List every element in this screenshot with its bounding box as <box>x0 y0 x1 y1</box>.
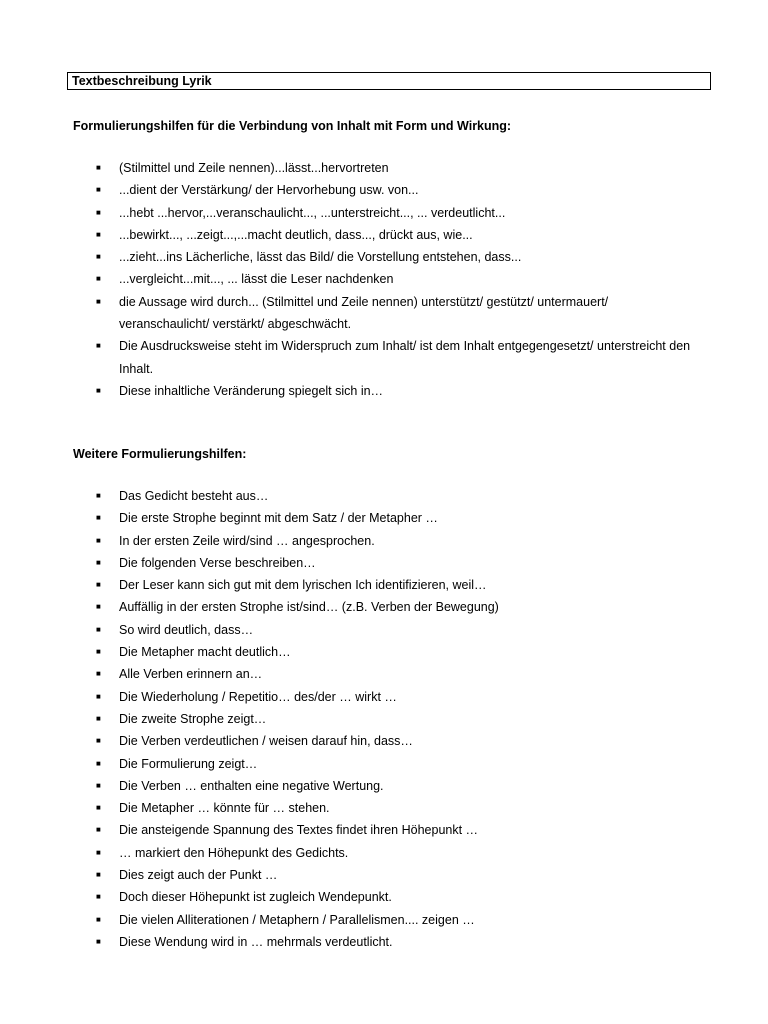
list-item-text: Die vielen Alliterationen / Metaphern / Parallelismen.... zeigen … <box>119 912 475 927</box>
list-item-text: ...zieht...ins Lächerliche, lässt das Bild/ die Vorstellung entstehen, dass... <box>119 250 522 265</box>
list-item <box>0 507 699 529</box>
list-item <box>0 619 699 641</box>
bullet-icon: ■ <box>96 936 101 946</box>
bullet-icon: ■ <box>96 825 101 835</box>
list-item-text: Die Wiederholung / Repetitio… des/der … wirkt … <box>119 689 397 704</box>
list-item <box>0 268 699 290</box>
bullet-icon: ■ <box>96 229 101 239</box>
formulierungshilfen-list <box>0 157 699 402</box>
bullet-icon: ■ <box>96 847 101 857</box>
list-item <box>0 886 699 908</box>
bullet-icon: ■ <box>96 385 101 395</box>
bullet-icon: ■ <box>96 252 101 262</box>
list-item <box>0 931 699 953</box>
bullet-icon: ■ <box>96 513 101 523</box>
list-item <box>0 708 699 730</box>
list-item <box>0 686 699 708</box>
list-item <box>0 596 699 618</box>
bullet-icon: ■ <box>96 491 101 500</box>
list-item-text: Doch dieser Höhepunkt ist zugleich Wendepunkt. <box>119 890 392 905</box>
bullet-icon: ■ <box>96 691 101 701</box>
list-item <box>0 530 699 552</box>
bullet-icon: ■ <box>96 580 101 590</box>
list-item <box>0 842 699 864</box>
list-item <box>0 224 699 246</box>
section-heading-verbindung: Formulierungshilfen für die Verbindung von Inhalt mit Form und Wirkung: <box>73 119 512 133</box>
list-item-text: … markiert den Höhepunkt des Gedichts. <box>119 845 349 860</box>
list-item-text: ...dient der Verstärkung/ der Hervorhebung usw. von... <box>119 183 419 198</box>
list-item <box>0 641 699 663</box>
list-item <box>0 380 699 402</box>
list-item <box>0 335 699 380</box>
list-item <box>0 202 699 224</box>
list-item <box>0 179 699 201</box>
list-item-text: Die Formulierung zeigt… <box>119 756 258 771</box>
list-item <box>0 157 699 179</box>
bullet-icon: ■ <box>96 207 101 217</box>
list-item-text: Das Gedicht besteht aus… <box>119 489 269 503</box>
bullet-icon: ■ <box>96 341 101 351</box>
list-item-text: Die folgenden Verse beschreiben… <box>119 555 316 570</box>
list-item <box>0 775 699 797</box>
list-item <box>0 797 699 819</box>
bullet-icon: ■ <box>96 780 101 790</box>
bullet-icon: ■ <box>96 914 101 924</box>
list-item-text: Dies zeigt auch der Punkt … <box>119 868 278 883</box>
bullet-icon: ■ <box>96 758 101 768</box>
list-item-text: die Aussage wird durch... (Stilmittel und Zeile nennen) unterstützt/ gestützt/ untermauert/ veranschaulicht/ verstärkt/ abgeschwächt. <box>119 294 609 332</box>
list-item-text: Die Ausdrucksweise steht im Widerspruch zum Inhalt/ ist dem Inhalt entgegengesetzt/ unterstreicht den Inhalt. <box>119 339 691 376</box>
bullet-icon: ■ <box>96 803 101 813</box>
list-item-text: So wird deutlich, dass… <box>119 622 254 637</box>
list-item-text: Diese inhaltliche Veränderung spiegelt sich in… <box>119 383 384 398</box>
list-item-text: ...hebt ...hervor,...veranschaulicht..., ...unterstreicht..., ... verdeutlicht... <box>119 205 506 220</box>
bullet-icon: ■ <box>96 647 101 657</box>
list-item-text: Der Leser kann sich gut mit dem lyrischen Ich identifizieren, weil… <box>119 578 487 593</box>
list-item-text: Die Verben verdeutlichen / weisen darauf hin, dass… <box>119 734 413 749</box>
list-item-text: Diese Wendung wird in … mehrmals verdeutlicht. <box>119 934 393 949</box>
list-item <box>0 663 699 685</box>
list-item <box>0 485 699 507</box>
list-item-text: In der ersten Zeile wird/sind … angesprochen. <box>119 533 375 548</box>
bullet-icon: ■ <box>96 163 101 172</box>
weitere-formulierungshilfen-list <box>0 485 699 953</box>
list-item <box>0 730 699 752</box>
list-item-text: Die Metapher macht deutlich… <box>119 645 291 660</box>
list-item-text: Die erste Strophe beginnt mit dem Satz / der Metapher … <box>119 511 438 526</box>
list-item-text: ...bewirkt..., ...zeigt...,...macht deutlich, dass..., drückt aus, wie... <box>119 227 473 242</box>
bullet-icon: ■ <box>96 296 101 306</box>
list-item <box>0 753 699 775</box>
list-item-text: Die Metapher … könnte für … stehen. <box>119 801 330 816</box>
bullet-icon: ■ <box>96 624 101 634</box>
list-item-text: Die Verben … enthalten eine negative Wertung. <box>119 778 384 793</box>
bullet-icon: ■ <box>96 713 101 723</box>
list-item <box>0 291 699 336</box>
list-item-text: ...vergleicht...mit..., ... lässt die Leser nachdenken <box>119 272 394 287</box>
list-item-text: Auffällig in der ersten Strophe ist/sind… (z.B. Verben der Bewegung) <box>119 600 499 615</box>
bullet-icon: ■ <box>96 602 101 612</box>
bullet-icon: ■ <box>96 892 101 902</box>
document-title: Textbeschreibung Lyrik <box>67 72 711 90</box>
bullet-icon: ■ <box>96 535 101 545</box>
list-item <box>0 819 699 841</box>
list-item-text: Die ansteigende Spannung des Textes findet ihren Höhepunkt … <box>119 823 479 838</box>
list-item-text: Die zweite Strophe zeigt… <box>119 711 267 726</box>
section-heading-weitere: Weitere Formulierungshilfen: <box>73 447 247 461</box>
list-item <box>0 909 699 931</box>
bullet-icon: ■ <box>96 736 101 746</box>
bullet-icon: ■ <box>96 274 101 284</box>
list-item <box>0 552 699 574</box>
list-item <box>0 574 699 596</box>
list-item-text: (Stilmittel und Zeile nennen)...lässt...hervortreten <box>119 161 389 175</box>
list-item-text: Alle Verben erinnern an… <box>119 667 263 682</box>
bullet-icon: ■ <box>96 669 101 679</box>
bullet-icon: ■ <box>96 185 101 195</box>
bullet-icon: ■ <box>96 870 101 880</box>
list-item <box>0 246 699 268</box>
list-item <box>0 864 699 886</box>
bullet-icon: ■ <box>96 557 101 567</box>
